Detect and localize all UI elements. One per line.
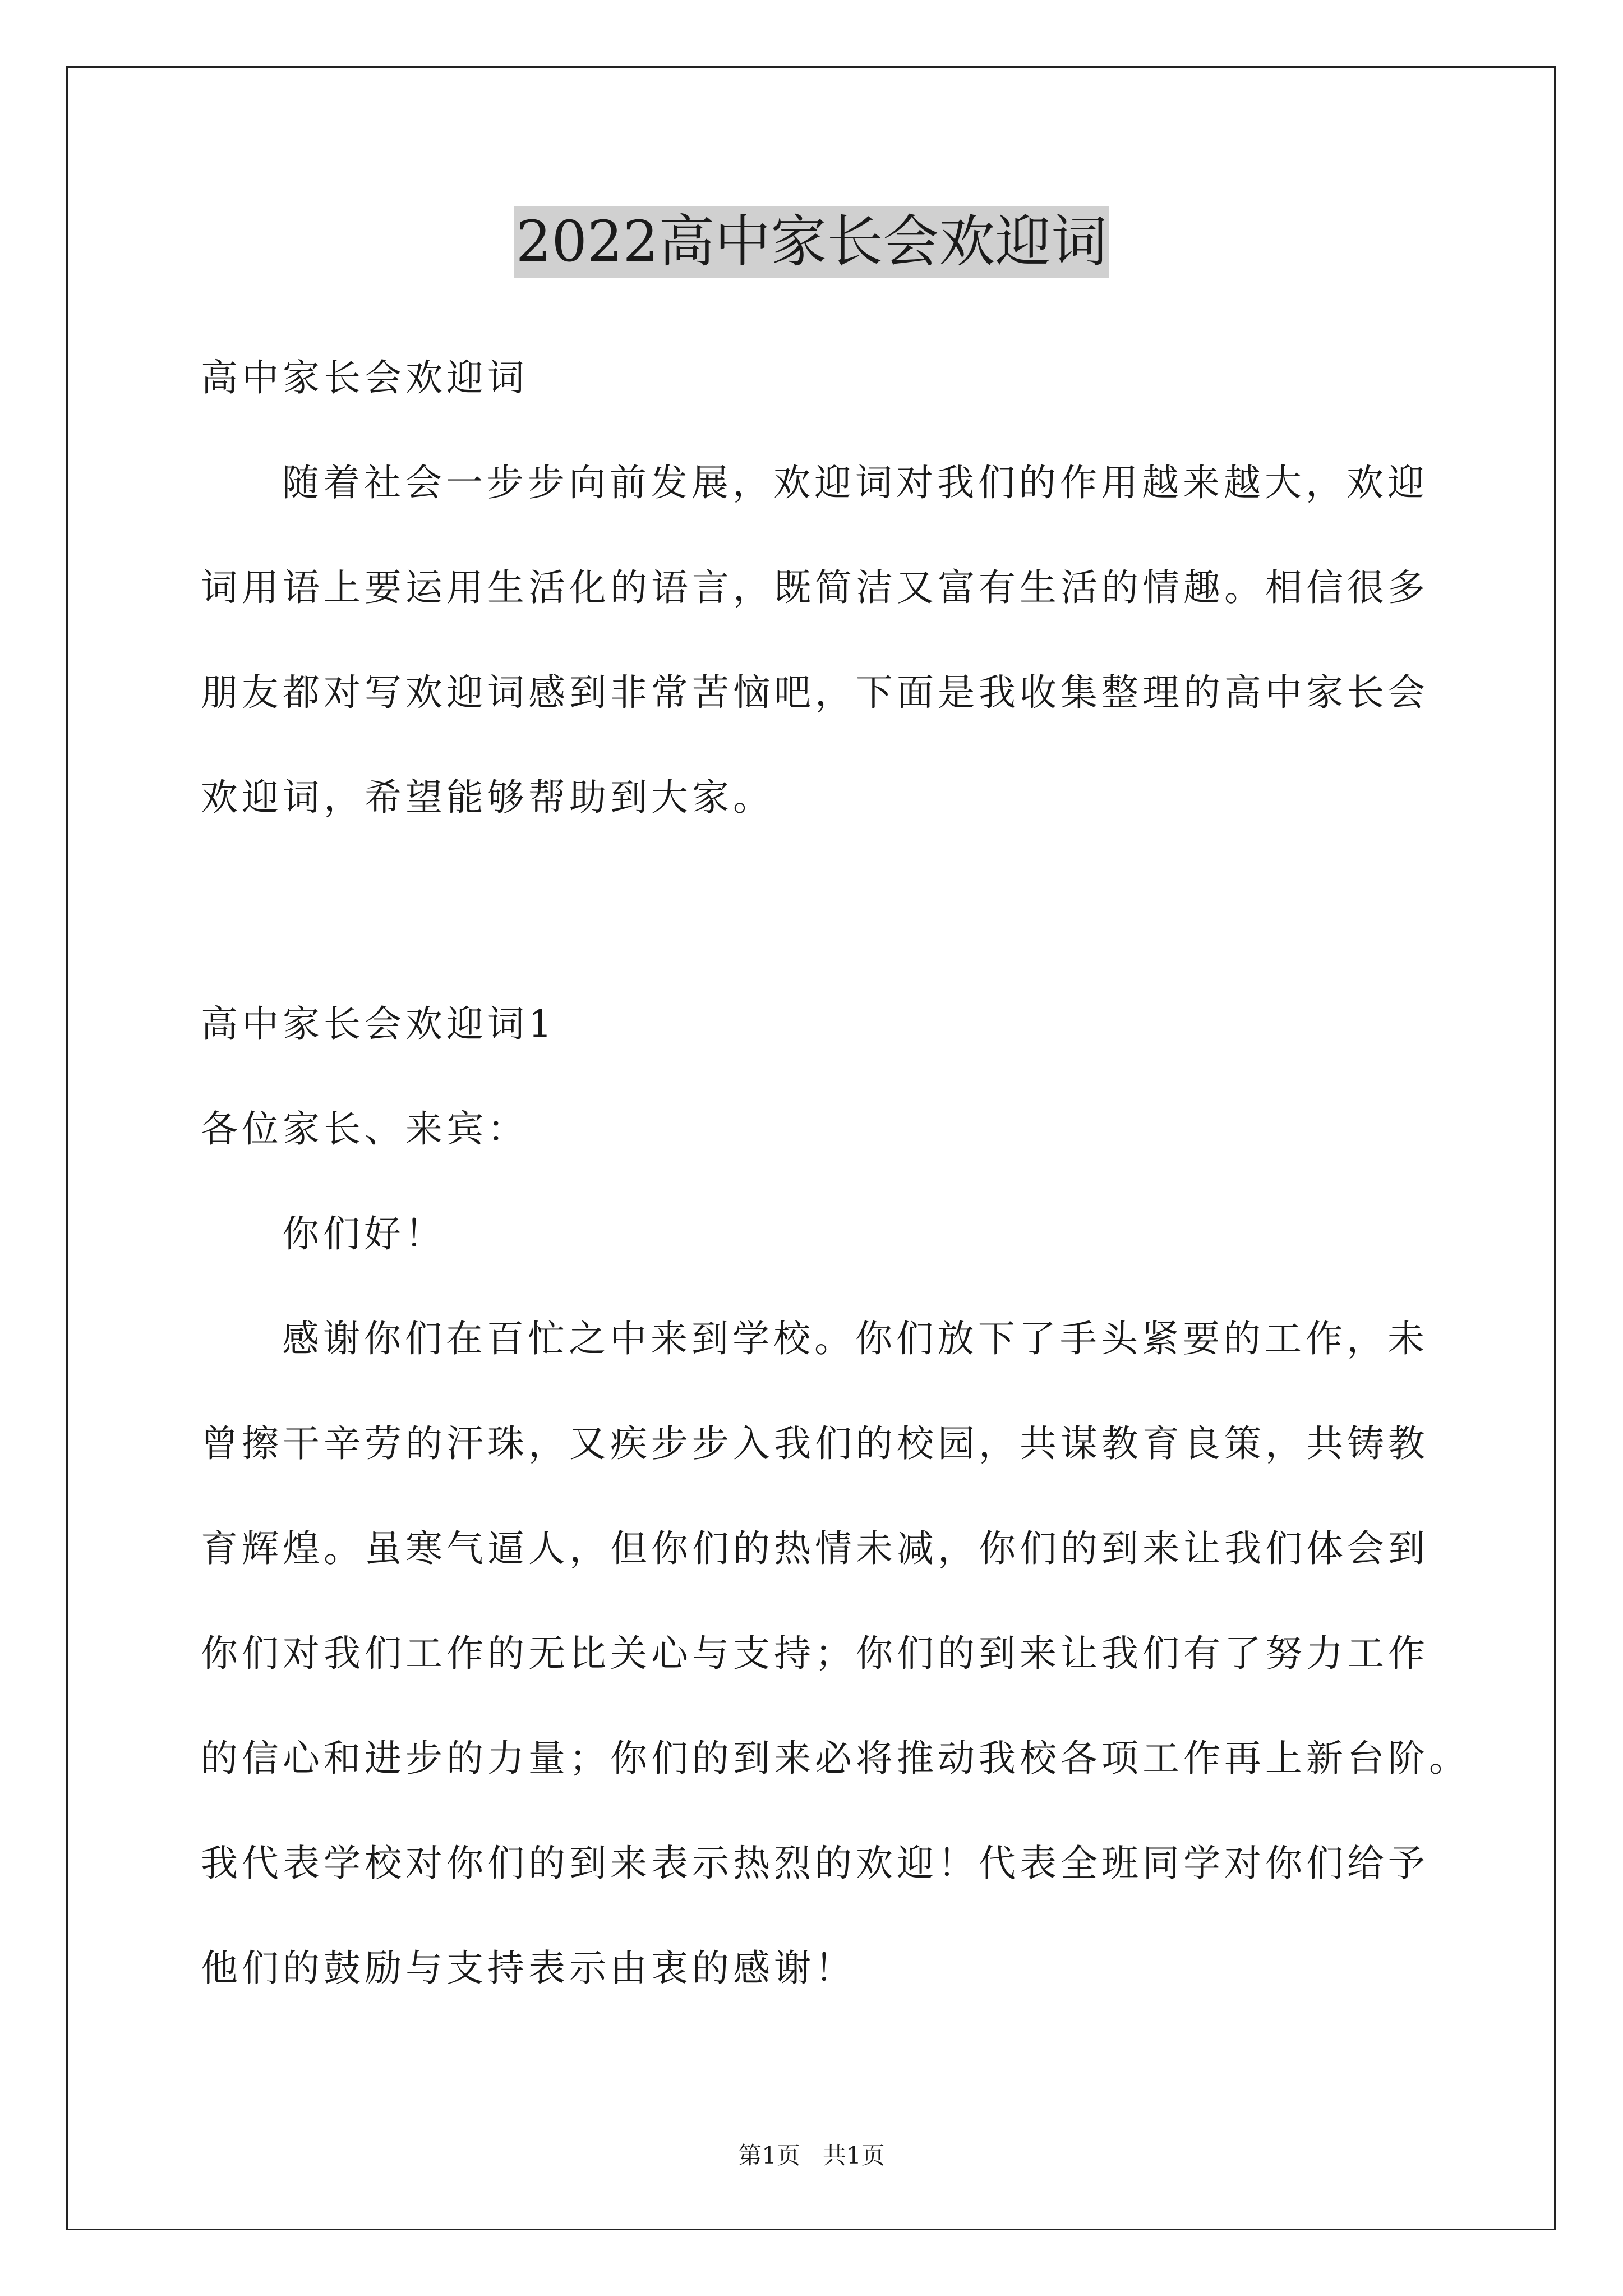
intro-paragraph [201, 430, 1435, 850]
salutation: 各位家长、来宾： [201, 1107, 528, 1151]
section-heading: 高中家长会欢迎词1 [201, 1002, 556, 1046]
intro-line: 欢迎词，希望能够帮助到大家。 [201, 776, 774, 819]
body-line: 的信心和进步的力量；你们的到来必将推动我校各项工作再上新台阶。 [201, 1737, 1470, 1780]
body-line: 你们对我们工作的无比关心与支持；你们的到来让我们有了努力工作 [201, 1632, 1429, 1675]
body-line: 曾擦干辛劳的汗珠，又疾步步入我们的校园，共谋教育良策，共铸教 [201, 1422, 1429, 1465]
section-heading-block [201, 972, 1435, 1076]
subtitle-block [201, 325, 1435, 430]
salutation-block [201, 1076, 1435, 1181]
greeting: 你们好！ [282, 1212, 446, 1255]
body-paragraph [201, 1286, 1470, 2021]
intro-line: 朋友都对写欢迎词感到非常苦恼吧，下面是我收集整理的高中家长会 [201, 671, 1429, 714]
body-line: 我代表学校对你们的到来表示热烈的欢迎！代表全班同学对你们给予 [201, 1842, 1429, 1885]
document-subtitle: 高中家长会欢迎词 [201, 356, 528, 399]
intro-line: 随着社会一步步向前发展，欢迎词对我们的作用越来越大，欢迎 [282, 461, 1428, 504]
page-footer: 第1页 共1页 [738, 2142, 885, 2169]
body-line: 育辉煌。虽寒气逼人，但你们的热情未减，你们的到来让我们体会到 [201, 1527, 1429, 1570]
intro-line: 词用语上要运用生活化的语言，既简洁又富有生活的情趣。相信很多 [201, 566, 1429, 609]
body-line: 他们的鼓励与支持表示由衷的感谢！ [201, 1947, 856, 1990]
body-line: 感谢你们在百忙之中来到学校。你们放下了手头紧要的工作，未 [282, 1317, 1428, 1360]
title-container [0, 206, 1623, 278]
document-title: 2022高中家长会欢迎词 [514, 206, 1110, 278]
greeting-block [201, 1181, 1435, 1286]
